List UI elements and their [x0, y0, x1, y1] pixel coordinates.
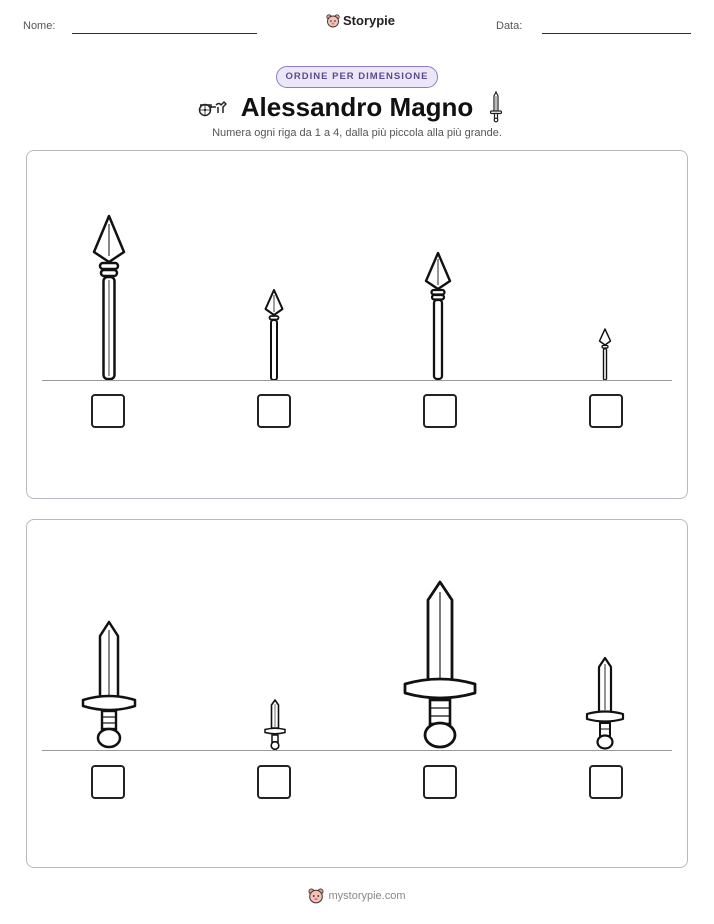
date-label: Data: [496, 20, 523, 32]
sword-panel [26, 519, 688, 868]
answer-box-spear-2[interactable] [257, 394, 291, 428]
sword-2 [263, 699, 287, 751]
sword-3 [402, 580, 478, 750]
answer-box-sword-2[interactable] [257, 765, 291, 799]
spear-panel [26, 150, 688, 499]
answer-box-spear-3[interactable] [423, 394, 457, 428]
footer [0, 888, 714, 904]
answer-box-sword-3[interactable] [423, 765, 457, 799]
instructions: Numera ogni riga da 1 a 4, dalla più piccola alla più grande. [212, 127, 502, 139]
answer-box-sword-4[interactable] [589, 765, 623, 799]
answer-box-sword-1[interactable] [91, 765, 125, 799]
brand-name: Storypie [343, 13, 396, 28]
name-line[interactable] [72, 33, 257, 34]
storypie-bear-icon [308, 888, 324, 904]
footer-url[interactable]: mystorypie.com [328, 890, 406, 902]
date-line[interactable] [542, 33, 691, 34]
sword-1 [80, 620, 138, 750]
sword-4 [584, 657, 626, 750]
name-label: Nome: [23, 20, 56, 32]
storypie-bear-icon [326, 14, 340, 28]
sword-icon [489, 91, 503, 123]
spear-1 [91, 214, 127, 382]
brand-logo [326, 13, 395, 28]
sword-baseline [42, 750, 672, 751]
spear-2 [264, 289, 284, 381]
spear-baseline [42, 380, 672, 381]
spear-4 [598, 328, 612, 381]
category-badge: ORDINE PER DIMENSIONE [276, 66, 438, 88]
page-title: Alessandro Magno [240, 92, 474, 122]
answer-box-spear-4[interactable] [589, 394, 623, 428]
spear-3 [424, 251, 452, 381]
answer-box-spear-1[interactable] [91, 394, 125, 428]
